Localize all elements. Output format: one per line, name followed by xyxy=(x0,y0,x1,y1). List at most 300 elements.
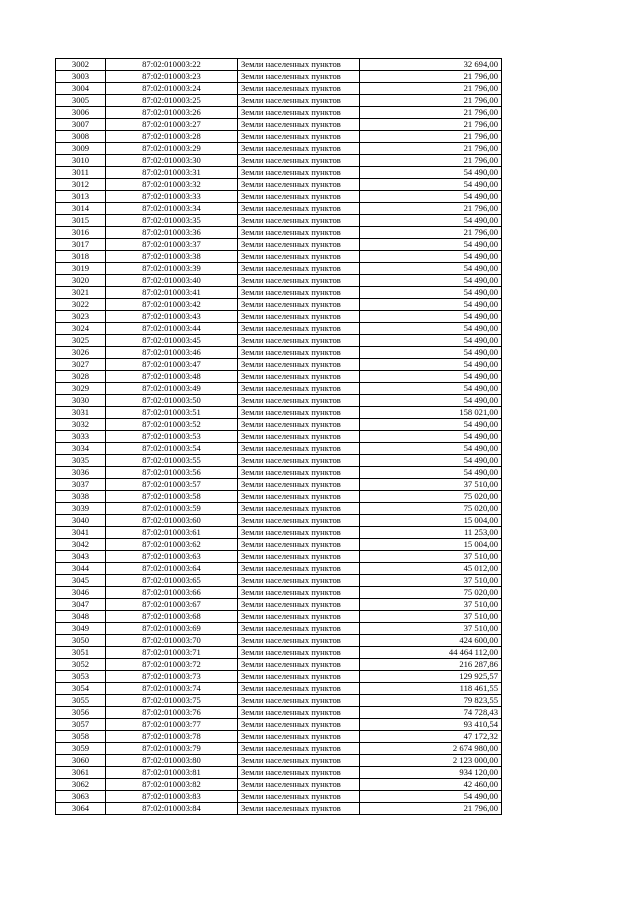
land-category-cell: Земли населенных пунктов xyxy=(238,263,360,275)
land-category-cell: Земли населенных пунктов xyxy=(238,479,360,491)
table-row xyxy=(56,263,502,275)
land-category-cell: Земли населенных пунктов xyxy=(238,323,360,335)
cadastral-value-cell: 54 490,00 xyxy=(360,167,502,179)
table-row xyxy=(56,215,502,227)
row-number-cell: 3029 xyxy=(56,383,106,395)
table-row xyxy=(56,515,502,527)
table-row xyxy=(56,155,502,167)
table-row xyxy=(56,419,502,431)
row-number-cell: 3003 xyxy=(56,71,106,83)
land-category-cell: Земли населенных пунктов xyxy=(238,503,360,515)
land-registry-table xyxy=(55,58,502,815)
cadastral-value-cell: 54 490,00 xyxy=(360,191,502,203)
row-number-cell: 3014 xyxy=(56,203,106,215)
land-category-cell: Земли населенных пунктов xyxy=(238,491,360,503)
cadastral-number-cell: 87:02:010003:35 xyxy=(106,215,238,227)
row-number-cell: 3019 xyxy=(56,263,106,275)
row-number-cell: 3035 xyxy=(56,455,106,467)
land-category-cell: Земли населенных пунктов xyxy=(238,119,360,131)
row-number-cell: 3027 xyxy=(56,359,106,371)
row-number-cell: 3039 xyxy=(56,503,106,515)
table-row xyxy=(56,767,502,779)
row-number-cell: 3046 xyxy=(56,587,106,599)
table-row xyxy=(56,683,502,695)
table-row xyxy=(56,71,502,83)
table-row xyxy=(56,707,502,719)
cadastral-value-cell: 54 490,00 xyxy=(360,275,502,287)
cadastral-value-cell: 216 287,86 xyxy=(360,659,502,671)
cadastral-value-cell: 54 490,00 xyxy=(360,335,502,347)
cadastral-number-cell: 87:02:010003:58 xyxy=(106,491,238,503)
cadastral-value-cell: 15 004,00 xyxy=(360,539,502,551)
cadastral-number-cell: 87:02:010003:71 xyxy=(106,647,238,659)
cadastral-number-cell: 87:02:010003:22 xyxy=(106,59,238,71)
land-category-cell: Земли населенных пунктов xyxy=(238,791,360,803)
cadastral-number-cell: 87:02:010003:55 xyxy=(106,455,238,467)
land-category-cell: Земли населенных пунктов xyxy=(238,431,360,443)
table-row xyxy=(56,647,502,659)
cadastral-value-cell: 54 490,00 xyxy=(360,419,502,431)
land-category-cell: Земли населенных пунктов xyxy=(238,707,360,719)
land-category-cell: Земли населенных пунктов xyxy=(238,647,360,659)
table-row xyxy=(56,239,502,251)
land-category-cell: Земли населенных пунктов xyxy=(238,347,360,359)
row-number-cell: 3013 xyxy=(56,191,106,203)
land-category-cell: Земли населенных пунктов xyxy=(238,371,360,383)
land-category-cell: Земли населенных пунктов xyxy=(238,719,360,731)
row-number-cell: 3009 xyxy=(56,143,106,155)
table-row xyxy=(56,755,502,767)
table-row xyxy=(56,335,502,347)
cadastral-number-cell: 87:02:010003:47 xyxy=(106,359,238,371)
cadastral-number-cell: 87:02:010003:61 xyxy=(106,527,238,539)
row-number-cell: 3036 xyxy=(56,467,106,479)
land-category-cell: Земли населенных пунктов xyxy=(238,143,360,155)
row-number-cell: 3031 xyxy=(56,407,106,419)
table-row xyxy=(56,179,502,191)
land-category-cell: Земли населенных пунктов xyxy=(238,203,360,215)
cadastral-number-cell: 87:02:010003:33 xyxy=(106,191,238,203)
cadastral-number-cell: 87:02:010003:57 xyxy=(106,479,238,491)
cadastral-number-cell: 87:02:010003:52 xyxy=(106,419,238,431)
cadastral-value-cell: 79 823,55 xyxy=(360,695,502,707)
table-row xyxy=(56,671,502,683)
row-number-cell: 3060 xyxy=(56,755,106,767)
cadastral-number-cell: 87:02:010003:48 xyxy=(106,371,238,383)
cadastral-number-cell: 87:02:010003:53 xyxy=(106,431,238,443)
cadastral-value-cell: 37 510,00 xyxy=(360,575,502,587)
table-row xyxy=(56,443,502,455)
cadastral-value-cell: 54 490,00 xyxy=(360,179,502,191)
cadastral-number-cell: 87:02:010003:27 xyxy=(106,119,238,131)
row-number-cell: 3051 xyxy=(56,647,106,659)
land-category-cell: Земли населенных пунктов xyxy=(238,107,360,119)
table-row xyxy=(56,131,502,143)
land-category-cell: Земли населенных пунктов xyxy=(238,623,360,635)
cadastral-value-cell: 54 490,00 xyxy=(360,791,502,803)
table-row xyxy=(56,359,502,371)
row-number-cell: 3033 xyxy=(56,431,106,443)
land-category-cell: Земли населенных пунктов xyxy=(238,239,360,251)
table-row xyxy=(56,539,502,551)
land-category-cell: Земли населенных пунктов xyxy=(238,335,360,347)
row-number-cell: 3023 xyxy=(56,311,106,323)
cadastral-value-cell: 75 020,00 xyxy=(360,587,502,599)
cadastral-value-cell: 75 020,00 xyxy=(360,503,502,515)
cadastral-number-cell: 87:02:010003:28 xyxy=(106,131,238,143)
table-row xyxy=(56,563,502,575)
row-number-cell: 3063 xyxy=(56,791,106,803)
cadastral-value-cell: 54 490,00 xyxy=(360,251,502,263)
cadastral-value-cell: 15 004,00 xyxy=(360,515,502,527)
table-row xyxy=(56,743,502,755)
cadastral-value-cell: 37 510,00 xyxy=(360,599,502,611)
cadastral-value-cell: 75 020,00 xyxy=(360,491,502,503)
cadastral-value-cell: 129 925,57 xyxy=(360,671,502,683)
land-category-cell: Земли населенных пунктов xyxy=(238,359,360,371)
cadastral-number-cell: 87:02:010003:78 xyxy=(106,731,238,743)
cadastral-value-cell: 54 490,00 xyxy=(360,239,502,251)
row-number-cell: 3007 xyxy=(56,119,106,131)
table-row xyxy=(56,467,502,479)
row-number-cell: 3017 xyxy=(56,239,106,251)
land-category-cell: Земли населенных пунктов xyxy=(238,587,360,599)
table-row xyxy=(56,95,502,107)
cadastral-number-cell: 87:02:010003:70 xyxy=(106,635,238,647)
table-row xyxy=(56,527,502,539)
cadastral-value-cell: 2 674 980,00 xyxy=(360,743,502,755)
land-category-cell: Земли населенных пунктов xyxy=(238,131,360,143)
land-category-cell: Земли населенных пунктов xyxy=(238,167,360,179)
row-number-cell: 3054 xyxy=(56,683,106,695)
cadastral-number-cell: 87:02:010003:31 xyxy=(106,167,238,179)
cadastral-value-cell: 93 410,54 xyxy=(360,719,502,731)
cadastral-value-cell: 21 796,00 xyxy=(360,227,502,239)
cadastral-number-cell: 87:02:010003:34 xyxy=(106,203,238,215)
cadastral-number-cell: 87:02:010003:25 xyxy=(106,95,238,107)
row-number-cell: 3010 xyxy=(56,155,106,167)
cadastral-value-cell: 45 012,00 xyxy=(360,563,502,575)
land-category-cell: Земли населенных пунктов xyxy=(238,731,360,743)
table-row xyxy=(56,59,502,71)
cadastral-number-cell: 87:02:010003:23 xyxy=(106,71,238,83)
table-row xyxy=(56,731,502,743)
table-row xyxy=(56,143,502,155)
cadastral-number-cell: 87:02:010003:59 xyxy=(106,503,238,515)
cadastral-number-cell: 87:02:010003:40 xyxy=(106,275,238,287)
land-category-cell: Земли населенных пунктов xyxy=(238,443,360,455)
row-number-cell: 3034 xyxy=(56,443,106,455)
cadastral-value-cell: 54 490,00 xyxy=(360,299,502,311)
row-number-cell: 3062 xyxy=(56,779,106,791)
cadastral-number-cell: 87:02:010003:51 xyxy=(106,407,238,419)
table-row xyxy=(56,311,502,323)
land-category-cell: Земли населенных пунктов xyxy=(238,539,360,551)
cadastral-number-cell: 87:02:010003:41 xyxy=(106,287,238,299)
table-row xyxy=(56,575,502,587)
land-category-cell: Земли населенных пунктов xyxy=(238,215,360,227)
table-row xyxy=(56,635,502,647)
table-row xyxy=(56,227,502,239)
table-row xyxy=(56,695,502,707)
land-category-cell: Земли населенных пунктов xyxy=(238,527,360,539)
cadastral-value-cell: 32 694,00 xyxy=(360,59,502,71)
row-number-cell: 3024 xyxy=(56,323,106,335)
cadastral-number-cell: 87:02:010003:26 xyxy=(106,107,238,119)
row-number-cell: 3011 xyxy=(56,167,106,179)
row-number-cell: 3041 xyxy=(56,527,106,539)
row-number-cell: 3043 xyxy=(56,551,106,563)
row-number-cell: 3058 xyxy=(56,731,106,743)
cadastral-number-cell: 87:02:010003:75 xyxy=(106,695,238,707)
row-number-cell: 3012 xyxy=(56,179,106,191)
table-row xyxy=(56,287,502,299)
row-number-cell: 3021 xyxy=(56,287,106,299)
table-row xyxy=(56,503,502,515)
table-row xyxy=(56,395,502,407)
cadastral-number-cell: 87:02:010003:65 xyxy=(106,575,238,587)
cadastral-number-cell: 87:02:010003:83 xyxy=(106,791,238,803)
table-row xyxy=(56,191,502,203)
cadastral-number-cell: 87:02:010003:77 xyxy=(106,719,238,731)
row-number-cell: 3006 xyxy=(56,107,106,119)
cadastral-number-cell: 87:02:010003:66 xyxy=(106,587,238,599)
land-registry-table-body xyxy=(56,59,502,815)
row-number-cell: 3018 xyxy=(56,251,106,263)
table-row xyxy=(56,479,502,491)
land-category-cell: Земли населенных пунктов xyxy=(238,803,360,815)
table-row xyxy=(56,455,502,467)
row-number-cell: 3059 xyxy=(56,743,106,755)
cadastral-value-cell: 47 172,32 xyxy=(360,731,502,743)
cadastral-value-cell: 21 796,00 xyxy=(360,119,502,131)
table-row xyxy=(56,803,502,815)
row-number-cell: 3032 xyxy=(56,419,106,431)
row-number-cell: 3045 xyxy=(56,575,106,587)
cadastral-value-cell: 934 120,00 xyxy=(360,767,502,779)
cadastral-value-cell: 21 796,00 xyxy=(360,131,502,143)
table-row xyxy=(56,251,502,263)
land-category-cell: Земли населенных пунктов xyxy=(238,743,360,755)
land-category-cell: Земли населенных пунктов xyxy=(238,635,360,647)
cadastral-value-cell: 37 510,00 xyxy=(360,479,502,491)
row-number-cell: 3022 xyxy=(56,299,106,311)
cadastral-value-cell: 21 796,00 xyxy=(360,203,502,215)
table-row xyxy=(56,623,502,635)
table-row xyxy=(56,659,502,671)
land-category-cell: Земли населенных пунктов xyxy=(238,311,360,323)
table-row xyxy=(56,551,502,563)
land-category-cell: Земли населенных пунктов xyxy=(238,671,360,683)
row-number-cell: 3008 xyxy=(56,131,106,143)
row-number-cell: 3028 xyxy=(56,371,106,383)
row-number-cell: 3015 xyxy=(56,215,106,227)
cadastral-number-cell: 87:02:010003:38 xyxy=(106,251,238,263)
row-number-cell: 3020 xyxy=(56,275,106,287)
cadastral-value-cell: 42 460,00 xyxy=(360,779,502,791)
table-row xyxy=(56,383,502,395)
cadastral-value-cell: 44 464 112,00 xyxy=(360,647,502,659)
row-number-cell: 3025 xyxy=(56,335,106,347)
row-number-cell: 3053 xyxy=(56,671,106,683)
table-row xyxy=(56,791,502,803)
land-category-cell: Земли населенных пунктов xyxy=(238,767,360,779)
cadastral-number-cell: 87:02:010003:49 xyxy=(106,383,238,395)
cadastral-number-cell: 87:02:010003:60 xyxy=(106,515,238,527)
cadastral-number-cell: 87:02:010003:81 xyxy=(106,767,238,779)
land-category-cell: Земли населенных пунктов xyxy=(238,467,360,479)
cadastral-value-cell: 54 490,00 xyxy=(360,215,502,227)
cadastral-value-cell: 54 490,00 xyxy=(360,323,502,335)
cadastral-value-cell: 21 796,00 xyxy=(360,71,502,83)
cadastral-number-cell: 87:02:010003:62 xyxy=(106,539,238,551)
table-row xyxy=(56,119,502,131)
cadastral-number-cell: 87:02:010003:63 xyxy=(106,551,238,563)
land-category-cell: Земли населенных пунктов xyxy=(238,407,360,419)
cadastral-number-cell: 87:02:010003:50 xyxy=(106,395,238,407)
table-row xyxy=(56,407,502,419)
row-number-cell: 3040 xyxy=(56,515,106,527)
cadastral-number-cell: 87:02:010003:45 xyxy=(106,335,238,347)
row-number-cell: 3026 xyxy=(56,347,106,359)
table-row xyxy=(56,587,502,599)
table-row xyxy=(56,347,502,359)
land-category-cell: Земли населенных пунктов xyxy=(238,599,360,611)
cadastral-value-cell: 118 461,55 xyxy=(360,683,502,695)
land-category-cell: Земли населенных пунктов xyxy=(238,395,360,407)
cadastral-value-cell: 54 490,00 xyxy=(360,359,502,371)
cadastral-value-cell: 21 796,00 xyxy=(360,95,502,107)
cadastral-value-cell: 37 510,00 xyxy=(360,551,502,563)
table-row xyxy=(56,323,502,335)
land-category-cell: Земли населенных пунктов xyxy=(238,455,360,467)
row-number-cell: 3052 xyxy=(56,659,106,671)
land-category-cell: Земли населенных пунктов xyxy=(238,155,360,167)
cadastral-number-cell: 87:02:010003:56 xyxy=(106,467,238,479)
cadastral-number-cell: 87:02:010003:46 xyxy=(106,347,238,359)
cadastral-number-cell: 87:02:010003:29 xyxy=(106,143,238,155)
cadastral-number-cell: 87:02:010003:80 xyxy=(106,755,238,767)
row-number-cell: 3005 xyxy=(56,95,106,107)
land-category-cell: Земли населенных пунктов xyxy=(238,611,360,623)
table-row xyxy=(56,431,502,443)
cadastral-number-cell: 87:02:010003:37 xyxy=(106,239,238,251)
table-row xyxy=(56,611,502,623)
cadastral-number-cell: 87:02:010003:68 xyxy=(106,611,238,623)
cadastral-value-cell: 21 796,00 xyxy=(360,155,502,167)
land-category-cell: Земли населенных пунктов xyxy=(238,191,360,203)
cadastral-number-cell: 87:02:010003:32 xyxy=(106,179,238,191)
cadastral-value-cell: 37 510,00 xyxy=(360,611,502,623)
cadastral-value-cell: 54 490,00 xyxy=(360,395,502,407)
land-category-cell: Земли населенных пунктов xyxy=(238,287,360,299)
land-category-cell: Земли населенных пунктов xyxy=(238,179,360,191)
cadastral-number-cell: 87:02:010003:82 xyxy=(106,779,238,791)
cadastral-value-cell: 37 510,00 xyxy=(360,623,502,635)
row-number-cell: 3030 xyxy=(56,395,106,407)
cadastral-number-cell: 87:02:010003:76 xyxy=(106,707,238,719)
row-number-cell: 3038 xyxy=(56,491,106,503)
cadastral-value-cell: 54 490,00 xyxy=(360,311,502,323)
table-row xyxy=(56,275,502,287)
land-category-cell: Земли населенных пунктов xyxy=(238,419,360,431)
cadastral-number-cell: 87:02:010003:54 xyxy=(106,443,238,455)
cadastral-value-cell: 54 490,00 xyxy=(360,383,502,395)
table-row xyxy=(56,371,502,383)
cadastral-value-cell: 54 490,00 xyxy=(360,263,502,275)
cadastral-value-cell: 74 728,43 xyxy=(360,707,502,719)
table-row xyxy=(56,83,502,95)
land-category-cell: Земли населенных пунктов xyxy=(238,575,360,587)
cadastral-number-cell: 87:02:010003:74 xyxy=(106,683,238,695)
cadastral-number-cell: 87:02:010003:67 xyxy=(106,599,238,611)
land-category-cell: Земли населенных пунктов xyxy=(238,551,360,563)
row-number-cell: 3050 xyxy=(56,635,106,647)
cadastral-number-cell: 87:02:010003:72 xyxy=(106,659,238,671)
cadastral-value-cell: 21 796,00 xyxy=(360,83,502,95)
cadastral-value-cell: 11 253,00 xyxy=(360,527,502,539)
row-number-cell: 3016 xyxy=(56,227,106,239)
cadastral-number-cell: 87:02:010003:30 xyxy=(106,155,238,167)
cadastral-number-cell: 87:02:010003:43 xyxy=(106,311,238,323)
row-number-cell: 3056 xyxy=(56,707,106,719)
cadastral-value-cell: 424 600,00 xyxy=(360,635,502,647)
cadastral-value-cell: 54 490,00 xyxy=(360,431,502,443)
table-row xyxy=(56,491,502,503)
row-number-cell: 3044 xyxy=(56,563,106,575)
cadastral-number-cell: 87:02:010003:24 xyxy=(106,83,238,95)
cadastral-number-cell: 87:02:010003:79 xyxy=(106,743,238,755)
table-row xyxy=(56,779,502,791)
land-category-cell: Земли населенных пунктов xyxy=(238,779,360,791)
cadastral-value-cell: 54 490,00 xyxy=(360,287,502,299)
cadastral-number-cell: 87:02:010003:44 xyxy=(106,323,238,335)
cadastral-value-cell: 2 123 000,00 xyxy=(360,755,502,767)
land-category-cell: Земли населенных пунктов xyxy=(238,383,360,395)
cadastral-number-cell: 87:02:010003:36 xyxy=(106,227,238,239)
cadastral-number-cell: 87:02:010003:64 xyxy=(106,563,238,575)
land-category-cell: Земли населенных пунктов xyxy=(238,659,360,671)
table-row xyxy=(56,167,502,179)
row-number-cell: 3055 xyxy=(56,695,106,707)
cadastral-number-cell: 87:02:010003:69 xyxy=(106,623,238,635)
land-category-cell: Земли населенных пунктов xyxy=(238,683,360,695)
cadastral-value-cell: 21 796,00 xyxy=(360,143,502,155)
cadastral-number-cell: 87:02:010003:84 xyxy=(106,803,238,815)
land-category-cell: Земли населенных пунктов xyxy=(238,515,360,527)
table-row xyxy=(56,299,502,311)
row-number-cell: 3049 xyxy=(56,623,106,635)
row-number-cell: 3048 xyxy=(56,611,106,623)
land-category-cell: Земли населенных пунктов xyxy=(238,59,360,71)
land-category-cell: Земли населенных пунктов xyxy=(238,71,360,83)
cadastral-number-cell: 87:02:010003:39 xyxy=(106,263,238,275)
cadastral-value-cell: 54 490,00 xyxy=(360,347,502,359)
land-category-cell: Земли населенных пунктов xyxy=(238,227,360,239)
row-number-cell: 3061 xyxy=(56,767,106,779)
cadastral-value-cell: 21 796,00 xyxy=(360,803,502,815)
land-category-cell: Земли населенных пунктов xyxy=(238,95,360,107)
cadastral-number-cell: 87:02:010003:42 xyxy=(106,299,238,311)
land-category-cell: Земли населенных пунктов xyxy=(238,275,360,287)
cadastral-value-cell: 54 490,00 xyxy=(360,467,502,479)
land-category-cell: Земли населенных пунктов xyxy=(238,563,360,575)
cadastral-value-cell: 54 490,00 xyxy=(360,371,502,383)
land-category-cell: Земли населенных пунктов xyxy=(238,83,360,95)
cadastral-value-cell: 158 021,00 xyxy=(360,407,502,419)
cadastral-number-cell: 87:02:010003:73 xyxy=(106,671,238,683)
cadastral-value-cell: 21 796,00 xyxy=(360,107,502,119)
